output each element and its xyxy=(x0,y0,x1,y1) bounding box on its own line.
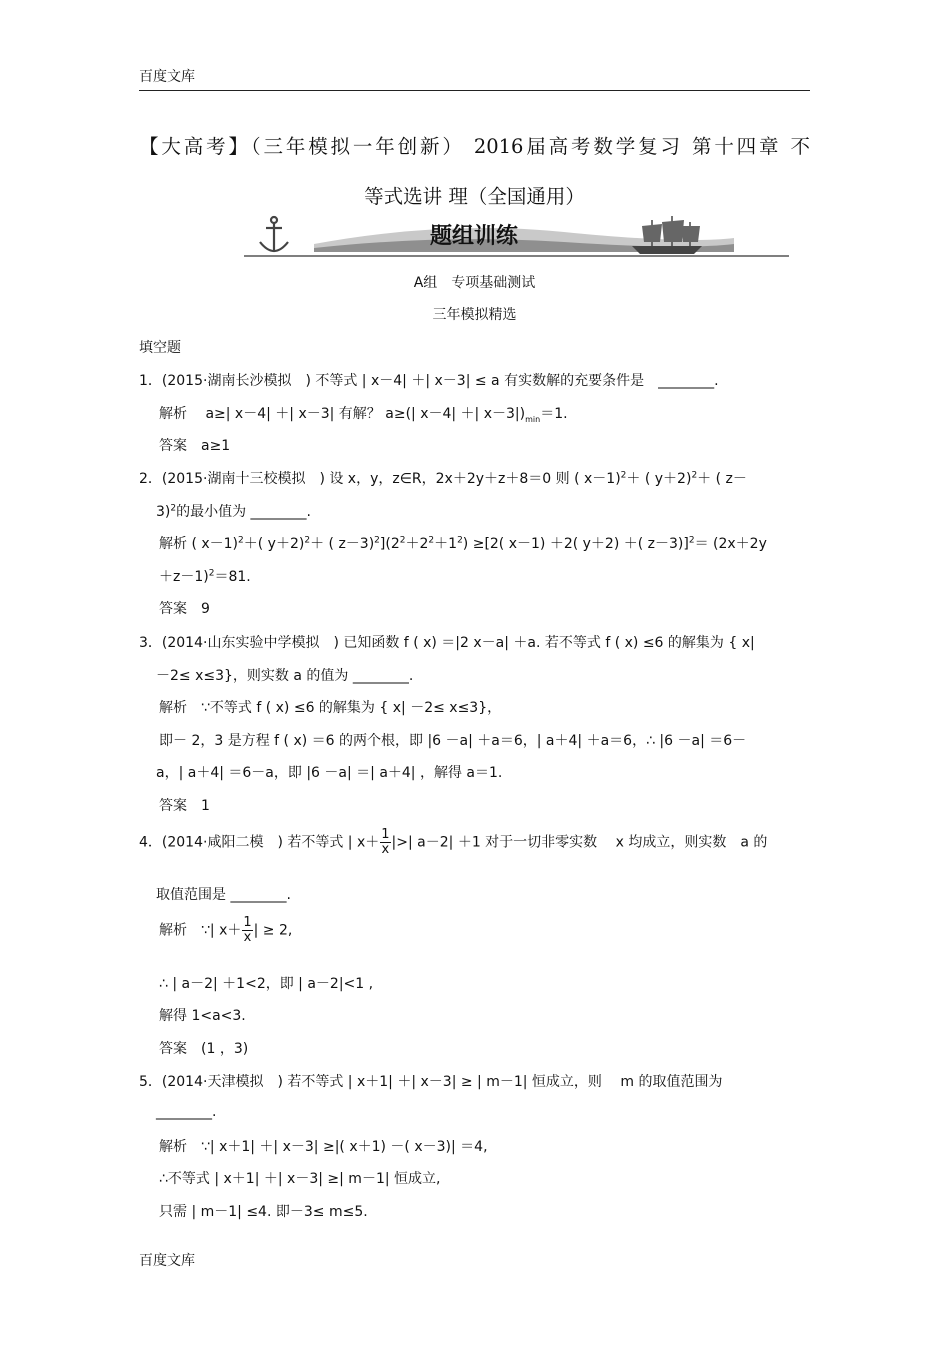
q3-answer: 答案 1 xyxy=(159,798,210,814)
section-group: A组 专项基础测试 xyxy=(413,275,536,291)
s: ＝81. xyxy=(214,569,251,585)
q3-solution-line-1: 解析 ∵不等式 f ( x) ≤6 的解集为 { x| －2≤ x≤3}， xyxy=(159,700,502,716)
s: ＝ (2x＋2y xyxy=(694,536,767,552)
s: ＋z－1) xyxy=(159,569,209,585)
exp: 2 xyxy=(208,568,215,579)
q4-solution-line-1 xyxy=(159,916,292,945)
exp: 2 xyxy=(457,535,463,546)
q4-solution-line-3: 解得 1<a<3. xyxy=(159,1008,246,1024)
q4-sol-a: 解析 ∵| x＋ xyxy=(159,922,242,939)
s: ) ≥[2( x－1) ＋2( y＋2) ＋( z－3)] xyxy=(462,536,689,552)
page-footer: 百度文库 xyxy=(139,1253,195,1269)
q2-text-a: 2．(2015·湖南十三校模拟 ) 设 x，y，z∈R，2x＋2y＋z＋8＝0 则 ( x－1) xyxy=(139,471,621,487)
title-line-1: 【大高考】（三年模拟一年创新） 2016届高考数学复习 第十四章 不 xyxy=(139,135,810,158)
s: ＋2 xyxy=(405,536,429,552)
q2-text-b: ＋ ( y＋2) xyxy=(626,471,692,487)
exp: 2 xyxy=(399,535,406,546)
banner-title: 题组训练 xyxy=(429,224,519,249)
q1-solution xyxy=(159,403,568,424)
question-4-line-1 xyxy=(139,828,767,857)
question-5-line-1: 5．(2014·天津模拟 ) 若不等式 | x＋1| ＋| x－3| ≥ | m－1| 恒成立，则 m 的取值范围为 xyxy=(139,1074,723,1090)
category-label: 填空题 xyxy=(139,340,181,356)
exercise-banner xyxy=(244,214,789,260)
question-5-line-2: ________. xyxy=(156,1104,217,1120)
header-rule xyxy=(139,90,810,91)
q1-solution-end: ＝1. xyxy=(540,406,568,422)
q1-answer: 答案 a≥1 xyxy=(159,438,231,454)
sailing-ship-icon xyxy=(632,216,702,254)
q4-answer: 答案 (1 ，3) xyxy=(159,1041,249,1057)
s: ＋1 xyxy=(434,536,458,552)
frac-num: 1 xyxy=(243,915,252,930)
question-4-line-2: 取值范围是 ________. xyxy=(156,887,291,903)
question-3-line-2: －2≤ x≤3}，则实数 a 的值为 ________. xyxy=(156,668,414,684)
exp: 2 xyxy=(238,535,244,546)
frac-num: 1 xyxy=(381,827,390,842)
title-line-2: 等式选讲 理（全国通用） xyxy=(364,185,585,208)
section-subtitle: 三年模拟精选 xyxy=(432,307,517,323)
q1-solution-text: 解析 a≥| x－4| ＋| x－3| 有解？ a≥(| x－4| ＋| x－3|) xyxy=(159,406,526,422)
s: ＋( y＋2) xyxy=(243,536,305,552)
exp: 2 xyxy=(620,470,627,481)
question-2-line-2 xyxy=(156,501,311,521)
question-1: 1．(2015·湖南长沙模拟 ) 不等式 | x－4| ＋| x－3| ≤ a 有实数解的充要条件是 ________. xyxy=(139,373,719,389)
q2-text-e: 的最小值为 ________. xyxy=(176,504,312,520)
exp: 2 xyxy=(170,503,177,514)
q4-sol-b: | ≥ 2, xyxy=(253,922,293,939)
q2-text-c: ＋ ( z－ xyxy=(697,471,747,487)
question-2-line-1 xyxy=(139,468,747,488)
q2-solution-line-1 xyxy=(159,533,767,553)
question-3-line-1: 3．(2014·山东实验中学模拟 ) 已知函数 f ( x) ＝|2 x－a| ＋a. 若不等式 f ( x) ≤6 的解集为 { x| xyxy=(139,635,755,651)
q3-solution-line-3: a，| a＋4| ＝6－a，即 |6 －a| ＝| a＋4| ，解得 a＝1. xyxy=(156,765,503,781)
s: 解析 ( x－1) xyxy=(159,536,239,552)
q2-text-d: 3) xyxy=(156,504,171,520)
frac-den: x xyxy=(243,930,252,945)
exp: 2 xyxy=(304,535,311,546)
q3-solution-line-2: 即－ 2，3 是方程 f ( x) ＝6 的两个根，即 |6 －a| ＋a＝6，| a＋4| ＋a＝6，∴ |6 －a| ＝6－ xyxy=(159,733,747,749)
q2-answer: 答案 9 xyxy=(159,601,210,617)
exp: 2 xyxy=(688,535,695,546)
fraction-1-over-x xyxy=(380,828,390,857)
q2-solution-line-2 xyxy=(159,566,251,586)
exp: 2 xyxy=(428,535,435,546)
q4-text-b: |>| a－2| ＋1 对于一切非零实数 x 均成立，则实数 a 的 xyxy=(391,834,768,851)
q5-solution-line-1: 解析 ∵| x＋1| ＋| x－3| ≥|( x＋1) －( x－3)| ＝4, xyxy=(159,1139,488,1155)
q5-solution-line-2: ∴不等式 | x＋1| ＋| x－3| ≥| m－1| 恒成立, xyxy=(159,1171,441,1187)
q4-solution-line-2: ∴ | a－2| ＋1<2，即 | a－2|<1 , xyxy=(159,976,374,992)
frac-den: x xyxy=(381,842,390,857)
s: ＋ ( z－3) xyxy=(310,536,375,552)
q1-min-subscript: min xyxy=(525,414,541,424)
exp: 2 xyxy=(374,535,380,546)
anchor-icon xyxy=(260,217,288,252)
fraction-1-over-x xyxy=(242,916,252,945)
q4-text-a: 4．(2014·咸阳二模 ) 若不等式 | x＋ xyxy=(139,834,380,851)
s: ](2 xyxy=(379,536,400,552)
page-header: 百度文库 xyxy=(139,69,195,85)
q5-solution-line-3: 只需 | m－1| ≤4. 即－3≤ m≤5. xyxy=(159,1204,368,1220)
exp: 2 xyxy=(691,470,698,481)
